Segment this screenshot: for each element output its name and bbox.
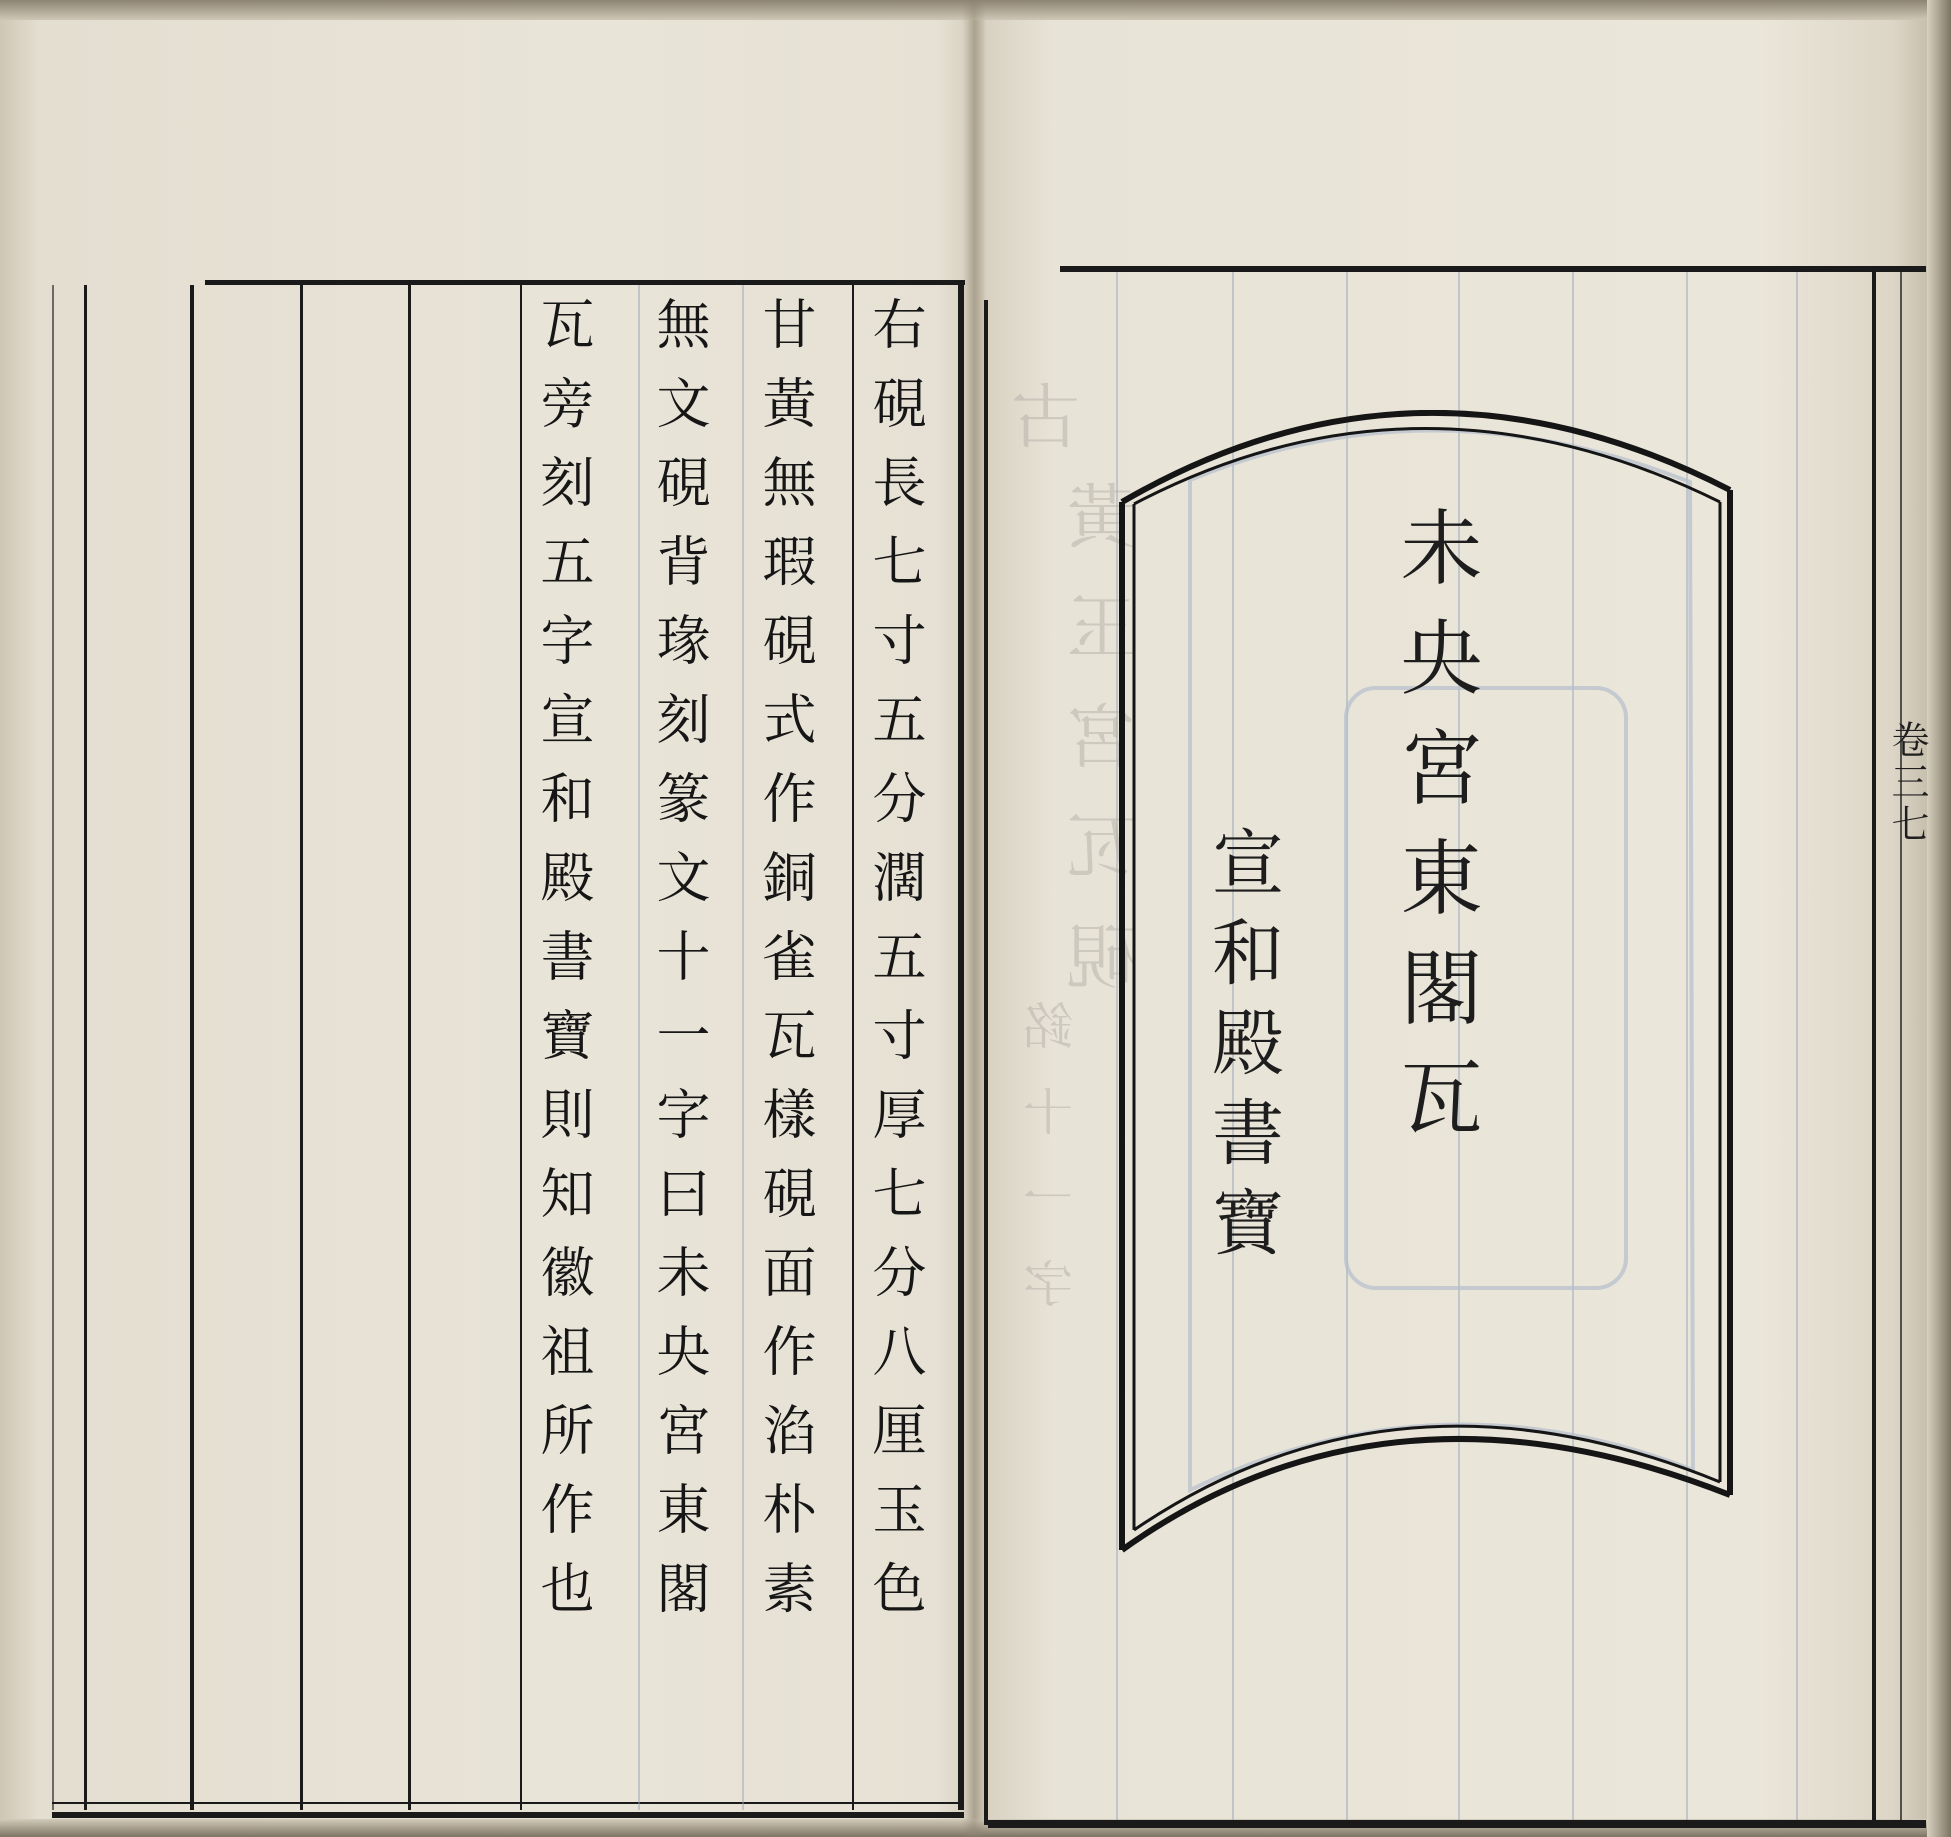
bleed-through-text: 銘十一字 (1023, 1000, 1081, 1344)
right-page-outer-rule (1872, 272, 1876, 1824)
page-edge-label: 卷三七 (1885, 720, 1929, 846)
left-edge-rule (84, 285, 87, 1810)
column-rule (300, 285, 303, 1810)
column-rule (852, 285, 854, 1810)
left-page-bottom-rule (52, 1812, 964, 1818)
text-column-4: 瓦旁刻五字宣和殿書寶則知徽祖所作也 (532, 296, 595, 1639)
column-rule (520, 285, 522, 1810)
bleed-through-text: 古 (1010, 380, 1092, 490)
right-page-left-rule (984, 300, 988, 1825)
text-column-3: 無文硯背瑑刻篆文十一字曰未央宮東閣 (648, 296, 711, 1639)
book-right-edge (1927, 0, 1951, 1837)
text-column-2: 甘黃無瑕硯式作銅雀瓦樣硯面作淊朴素 (754, 296, 817, 1639)
text-column-1: 右硯長七寸五分濶五寸厚七分八厘玉色 (864, 296, 927, 1639)
left-page-bottom-rule-thin (52, 1802, 964, 1804)
left-page-top-rule (205, 280, 965, 285)
right-frame-rule (958, 285, 964, 1810)
right-page-edge-rule (1900, 272, 1902, 1824)
column-rule (408, 285, 411, 1810)
right-page-bottom-rule (988, 1820, 1926, 1828)
book-spine (962, 0, 986, 1837)
column-rule (190, 285, 194, 1810)
column-rule-faint (742, 285, 744, 1810)
left-edge-rule-2 (52, 285, 54, 1810)
bleed-through-text: 黃玉宮瓦硯 (1066, 480, 1148, 1030)
ruled-line-faint (1796, 272, 1798, 1820)
seal-inscription-main: 未央宮東閣瓦 (1387, 505, 1482, 1165)
seal-inscription-side: 宣和殿書寶 (1200, 825, 1284, 1275)
column-rule-faint (638, 285, 640, 1810)
